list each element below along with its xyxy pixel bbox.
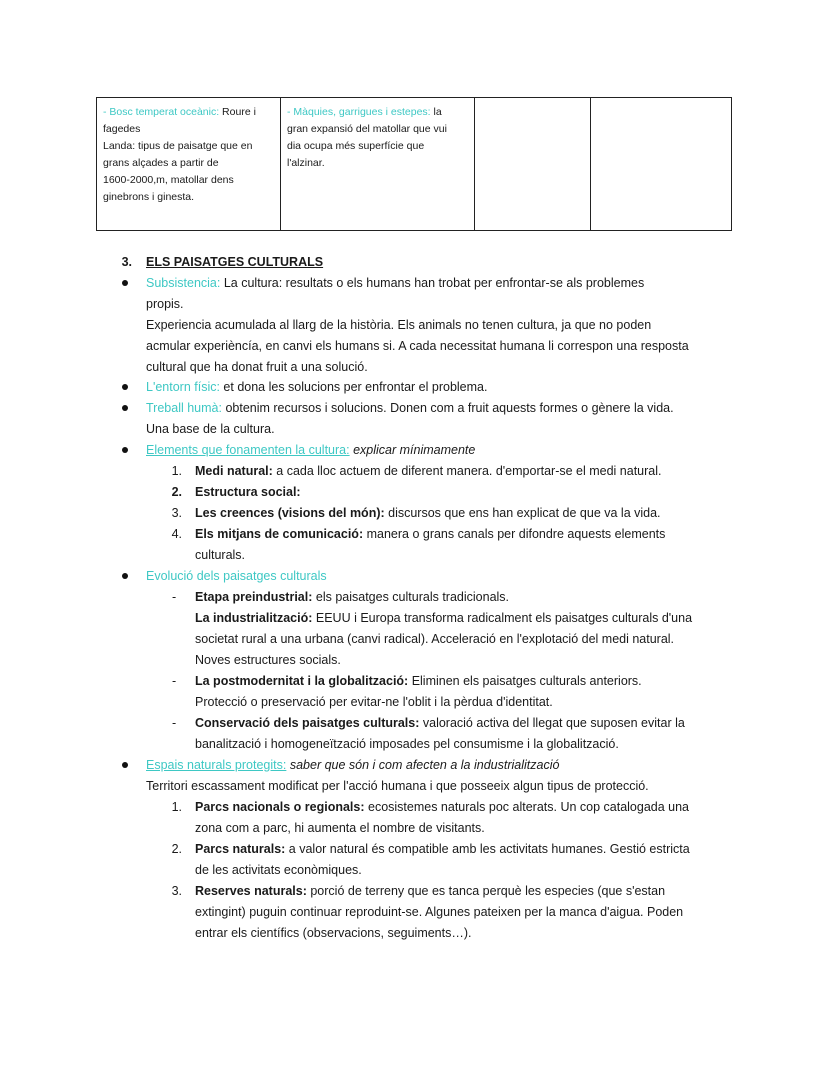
elements-label: Elements que fonamenten la cultura: bbox=[146, 443, 350, 457]
list-item-text: porció de terreny que es tanca perquè les especies (que s'estan bbox=[306, 884, 666, 898]
evolucio-label: Evolució dels paisatges culturals bbox=[146, 569, 327, 583]
list-item-title: Les creences (visions del món): bbox=[195, 506, 385, 520]
dash-item-text: els paisatges culturals tradicionals. bbox=[312, 590, 510, 604]
dash-item-title: Etapa preindustrial: bbox=[195, 590, 313, 604]
dash-icon: - bbox=[172, 716, 177, 730]
subsistencia-line: cultural que ha donat fruit a una solució. bbox=[146, 360, 368, 374]
list-item-text: entrar els científics (observacions, seguiments…). bbox=[195, 926, 472, 940]
bosc-title: - Bosc temperat oceànic: bbox=[103, 106, 220, 118]
list-item-title: Parcs nacionals o regionals: bbox=[195, 800, 365, 814]
list-item-title: Parcs naturals: bbox=[195, 842, 286, 856]
dash-item-title: La postmodernitat i la globalització: bbox=[195, 674, 409, 688]
list-number: 1. bbox=[171, 800, 182, 814]
bullet-icon bbox=[122, 447, 128, 453]
list-item-title: Estructura social: bbox=[195, 485, 301, 499]
bullet-icon bbox=[122, 405, 128, 411]
bosc-line: ginebrons i ginesta. bbox=[103, 191, 195, 203]
list-item-text: de les activitats econòmiques. bbox=[195, 863, 362, 877]
list-item-text: extingint) puguin continuar reproduint-se. Algunes pateixen per la manca d'aigua. Poden bbox=[195, 905, 684, 919]
dash-icon: - bbox=[172, 674, 177, 688]
maquies-line: gran expansió del matollar que vui bbox=[287, 123, 447, 135]
espais-note: saber que són i com afecten a la industrialització bbox=[286, 758, 560, 772]
list-number: 2. bbox=[171, 485, 182, 499]
list-item-text: a valor natural és compatible amb les activitats humanes. Gestió estricta bbox=[285, 842, 690, 856]
table-row bbox=[97, 98, 732, 231]
industrialitzacio-title: La industrialització: bbox=[195, 611, 313, 625]
list-item-text: manera o grans canals per difondre aquests elements bbox=[363, 527, 666, 541]
list-number: 2. bbox=[171, 842, 182, 856]
subsistencia-line: Experiencia acumulada al llarg de la història. Els animals no tenen cultura, ja que no poden bbox=[146, 318, 652, 332]
bullet-icon bbox=[122, 573, 128, 579]
table-cell-maquies bbox=[281, 98, 475, 231]
list-item-text: culturals. bbox=[195, 548, 246, 562]
bullet-icon bbox=[122, 384, 128, 390]
table-cell-empty bbox=[475, 98, 591, 231]
bosc-line: 1600-2000,m, matollar dens bbox=[103, 174, 234, 186]
section-number: 3. bbox=[121, 255, 132, 269]
maquies-title-rest: la bbox=[430, 106, 442, 118]
bosc-line: grans alçades a partir de bbox=[103, 157, 219, 169]
maquies-line: l'alzinar. bbox=[287, 157, 325, 169]
dash-item-text: banalització i homogeneïtzació imposades pel consumisme i la globalització. bbox=[195, 737, 619, 751]
maquies-title: - Màquies, garrigues i estepes: bbox=[287, 106, 431, 118]
list-number: 3. bbox=[171, 884, 182, 898]
biome-table bbox=[96, 97, 732, 231]
bosc-title-rest: Roure i bbox=[219, 106, 256, 118]
list-item-title: Els mitjans de comunicació: bbox=[195, 527, 364, 541]
table-cell-empty bbox=[591, 98, 732, 231]
bosc-line: fagedes bbox=[103, 123, 141, 135]
maquies-line: dia ocupa més superfície que bbox=[287, 140, 425, 152]
dash-item-text: Protecció o preservació per evitar-ne l'oblit i la pèrdua d'identitat. bbox=[195, 695, 553, 709]
section-title: ELS PAISATGES CULTURALS bbox=[146, 255, 324, 269]
list-number: 1. bbox=[171, 464, 182, 478]
bullet-icon bbox=[122, 762, 128, 768]
espais-label: Espais naturals protegits: bbox=[146, 758, 287, 772]
bosc-line: Landa: tipus de paisatge que en bbox=[103, 140, 253, 152]
list-item-title: Medi natural: bbox=[195, 464, 273, 478]
bullet-icon bbox=[122, 280, 128, 286]
entorn-label: L'entorn físic: bbox=[146, 380, 220, 394]
treball-line: Una base de la cultura. bbox=[146, 422, 275, 436]
subsistencia-line: propis. bbox=[146, 297, 184, 311]
treball-label: Treball humà: bbox=[146, 401, 222, 415]
industrialitzacio-line: societat rural a una urbana (canvi radical). Acceleració en l'explotació del medi natural. bbox=[195, 632, 675, 646]
subsistencia-line: acmular experièncía, en canvi els humans si. A cada necessitat humana li correspon una resposta bbox=[146, 339, 689, 353]
dash-icon: - bbox=[172, 590, 177, 604]
elements-note: explicar mínimamente bbox=[349, 443, 476, 457]
table-cell-bosc bbox=[97, 98, 281, 231]
list-number: 4. bbox=[171, 527, 182, 541]
dash-item-text: Eliminen els paisatges culturals anteriors. bbox=[408, 674, 642, 688]
list-item-title: Reserves naturals: bbox=[195, 884, 307, 898]
dash-item-text: valoració activa del llegat que suposen evitar la bbox=[419, 716, 685, 730]
list-number: 3. bbox=[171, 506, 182, 520]
subsistencia-text: La cultura: resultats o els humans han trobat per enfrontar-se als problemes bbox=[220, 276, 645, 290]
list-item-text: discursos que ens han explicat de que va la vida. bbox=[384, 506, 661, 520]
list-item-text: a cada lloc actuem de diferent manera. d'emportar-se el medi natural. bbox=[272, 464, 662, 478]
list-item-text: zona com a parc, hi aumenta el nombre de visitants. bbox=[195, 821, 485, 835]
entorn-text: et dona les solucions per enfrontar el problema. bbox=[219, 380, 488, 394]
industrialitzacio-line: Noves estructures socials. bbox=[195, 653, 341, 667]
list-item-text: ecosistemes naturals poc alterats. Un cop catalogada una bbox=[364, 800, 690, 814]
subsistencia-label: Subsistencia: bbox=[146, 276, 221, 290]
industrialitzacio-text: EEUU i Europa transforma radicalment els paisatges culturals d'una bbox=[312, 611, 693, 625]
dash-item-title: Conservació dels paisatges culturals: bbox=[195, 716, 420, 730]
espais-line: Territori escassament modificat per l'acció humana i que posseeix algun tipus de protecció. bbox=[146, 779, 649, 793]
treball-text: obtenim recursos i solucions. Donen com a fruit aquests formes o gènere la vida. bbox=[221, 401, 674, 415]
